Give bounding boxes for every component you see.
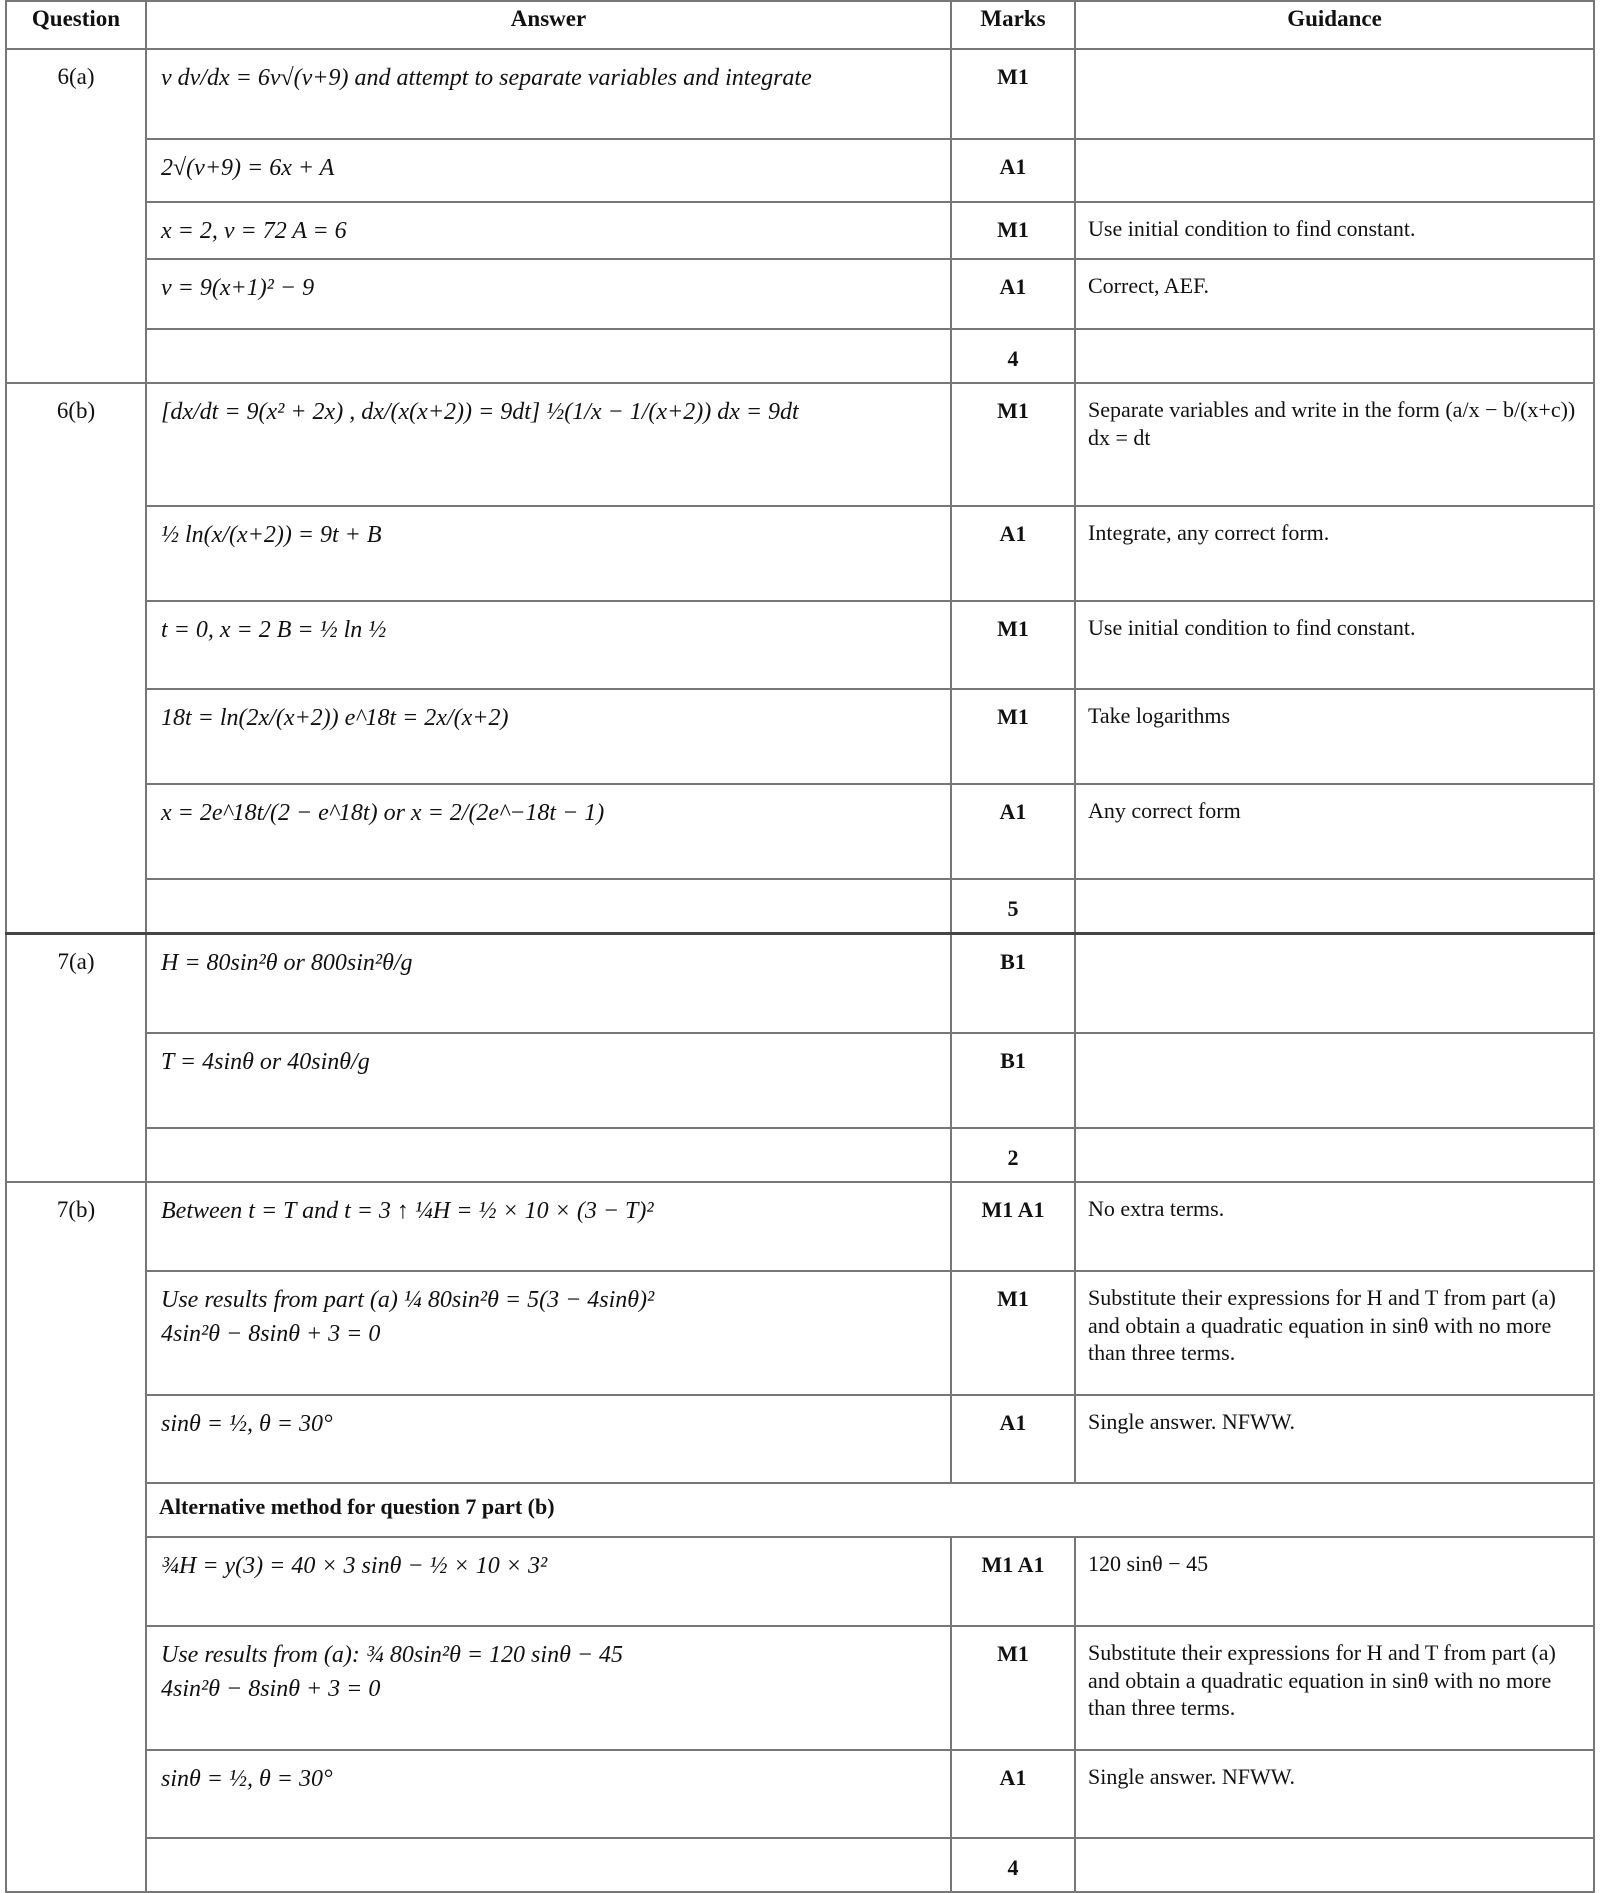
total-row — [6, 1128, 1594, 1182]
mark-scheme-table — [5, 0, 1595, 1893]
guidance-cell: Use initial condition to find constant. — [1075, 601, 1594, 689]
table-row — [6, 49, 1594, 139]
total-row — [6, 1838, 1594, 1892]
question-number: 6(a) — [6, 49, 146, 383]
marks-cell: B1 — [951, 1033, 1075, 1128]
answer-cell — [146, 329, 951, 383]
marks-total: 5 — [951, 879, 1075, 933]
guidance-cell — [1075, 49, 1594, 139]
answer-cell — [146, 49, 951, 139]
answer-cell — [146, 689, 951, 784]
table-row — [6, 1271, 1594, 1395]
guidance-cell: Single answer. NFWW. — [1075, 1750, 1594, 1838]
table-row — [6, 1537, 1594, 1626]
guidance-cell — [1075, 139, 1594, 202]
alternative-method-row — [6, 1483, 1594, 1537]
answer-line: T = 4sinθ or 40sinθ/g — [161, 1049, 370, 1075]
answer-line: sinθ = ½, θ = 30° — [161, 1766, 333, 1792]
marks-cell: A1 — [951, 1395, 1075, 1483]
table-row — [6, 1182, 1594, 1271]
guidance-cell: Any correct form — [1075, 784, 1594, 879]
marks-cell: M1 — [951, 689, 1075, 784]
answer-line: x = 2, v = 72 A = 6 — [161, 218, 347, 244]
answer-cell — [146, 259, 951, 329]
question-number: 7(a) — [6, 933, 146, 1182]
answer-line: 4sin²θ − 8sinθ + 3 = 0 — [161, 1675, 381, 1702]
marks-cell: M1 — [951, 49, 1075, 139]
table-row — [6, 1395, 1594, 1483]
question-number: 6(b) — [6, 383, 146, 933]
total-row — [6, 329, 1594, 383]
answer-cell — [146, 1537, 951, 1626]
table-row — [6, 202, 1594, 259]
total-row — [6, 879, 1594, 933]
table-row — [6, 1750, 1594, 1838]
answer-line: Use results from (a): ¾ 80sin²θ = 120 sinθ − 45 — [161, 1642, 624, 1668]
answer-cell — [146, 383, 951, 506]
table-row — [6, 506, 1594, 601]
answer-line: 2√(v+9) = 6x + A — [161, 155, 335, 181]
marks-cell: M1 — [951, 1626, 1075, 1750]
marks-cell: M1 A1 — [951, 1182, 1075, 1271]
answer-line: sinθ = ½, θ = 30° — [161, 1411, 333, 1437]
answer-line: v dv/dx = 6v√(v+9) and attempt to separate variables and integrate — [161, 65, 812, 91]
guidance-cell: Substitute their expressions for H and T from part (a) and obtain a quadratic equation in sinθ with no more than three terms. — [1075, 1626, 1594, 1750]
answer-line: ¾H = y(3) = 40 × 3 sinθ − ½ × 10 × 3² — [161, 1553, 548, 1579]
marks-cell: M1 — [951, 601, 1075, 689]
marks-total: 2 — [951, 1128, 1075, 1182]
answer-cell — [146, 202, 951, 259]
alternative-method-heading: Alternative method for question 7 part (b) — [146, 1483, 1594, 1537]
answer-cell — [146, 1838, 951, 1892]
marks-cell: M1 — [951, 202, 1075, 259]
answer-line: t = 0, x = 2 B = ½ ln ½ — [161, 617, 387, 643]
answer-line: Between t = T and t = 3 ↑ ¼H = ½ × 10 × (3 − T)² — [161, 1198, 654, 1224]
guidance-cell — [1075, 1838, 1594, 1892]
header-answer: Answer — [146, 1, 951, 49]
table-row — [6, 139, 1594, 202]
marks-cell: A1 — [951, 506, 1075, 601]
table-row — [6, 1033, 1594, 1128]
marks-cell: M1 — [951, 383, 1075, 506]
answer-cell — [146, 933, 951, 1033]
answer-cell — [146, 506, 951, 601]
answer-line: 4sin²θ − 8sinθ + 3 = 0 — [161, 1320, 381, 1347]
answer-line: ½ ln(x/(x+2)) = 9t + B — [161, 522, 382, 548]
guidance-cell: Correct, AEF. — [1075, 259, 1594, 329]
table-row — [6, 383, 1594, 506]
answer-cell — [146, 1271, 951, 1395]
marks-cell: B1 — [951, 933, 1075, 1033]
answer-cell — [146, 1128, 951, 1182]
marks-total: 4 — [951, 329, 1075, 383]
answer-cell — [146, 879, 951, 933]
header-row — [6, 1, 1594, 49]
answer-cell — [146, 1626, 951, 1750]
answer-cell — [146, 1750, 951, 1838]
marks-total: 4 — [951, 1838, 1075, 1892]
guidance-cell — [1075, 933, 1594, 1033]
answer-cell — [146, 784, 951, 879]
answer-cell — [146, 1033, 951, 1128]
table-row — [6, 689, 1594, 784]
guidance-cell: Separate variables and write in the form (a/x − b/(x+c)) dx = dt — [1075, 383, 1594, 506]
answer-cell — [146, 1182, 951, 1271]
guidance-cell: Single answer. NFWW. — [1075, 1395, 1594, 1483]
guidance-cell — [1075, 329, 1594, 383]
guidance-cell: Take logarithms — [1075, 689, 1594, 784]
guidance-cell — [1075, 879, 1594, 933]
guidance-cell: No extra terms. — [1075, 1182, 1594, 1271]
answer-line: 18t = ln(2x/(x+2)) e^18t = 2x/(x+2) — [161, 705, 509, 731]
table-row — [6, 601, 1594, 689]
guidance-cell: Use initial condition to find constant. — [1075, 202, 1594, 259]
header-guidance: Guidance — [1075, 1, 1594, 49]
guidance-cell — [1075, 1033, 1594, 1128]
guidance-cell: Integrate, any correct form. — [1075, 506, 1594, 601]
answer-cell — [146, 601, 951, 689]
answer-line: x = 2e^18t/(2 − e^18t) or x = 2/(2e^−18t − 1) — [161, 800, 605, 826]
marks-cell: M1 A1 — [951, 1537, 1075, 1626]
answer-line: v = 9(x+1)² − 9 — [161, 275, 315, 301]
table-row — [6, 1626, 1594, 1750]
table-row — [6, 259, 1594, 329]
guidance-cell: Substitute their expressions for H and T from part (a) and obtain a quadratic equation in sinθ with no more than three terms. — [1075, 1271, 1594, 1395]
table-row — [6, 784, 1594, 879]
marks-cell: A1 — [951, 1750, 1075, 1838]
table-row — [6, 933, 1594, 1033]
answer-cell — [146, 1395, 951, 1483]
marks-cell: A1 — [951, 259, 1075, 329]
guidance-cell: 120 sinθ − 45 — [1075, 1537, 1594, 1626]
header-question: Question — [6, 1, 146, 49]
answer-line: H = 80sin²θ or 800sin²θ/g — [161, 949, 413, 976]
answer-cell — [146, 139, 951, 202]
answer-line: Use results from part (a) ¼ 80sin²θ = 5(3 − 4sinθ)² — [161, 1287, 655, 1313]
marks-cell: M1 — [951, 1271, 1075, 1395]
question-number: 7(b) — [6, 1182, 146, 1892]
answer-line: [dx/dt = 9(x² + 2x) , dx/(x(x+2)) = 9dt] ½(1/x − 1/(x+2)) dx = 9dt — [161, 399, 799, 425]
header-marks: Marks — [951, 1, 1075, 49]
guidance-cell — [1075, 1128, 1594, 1182]
marks-cell: A1 — [951, 139, 1075, 202]
marks-cell: A1 — [951, 784, 1075, 879]
